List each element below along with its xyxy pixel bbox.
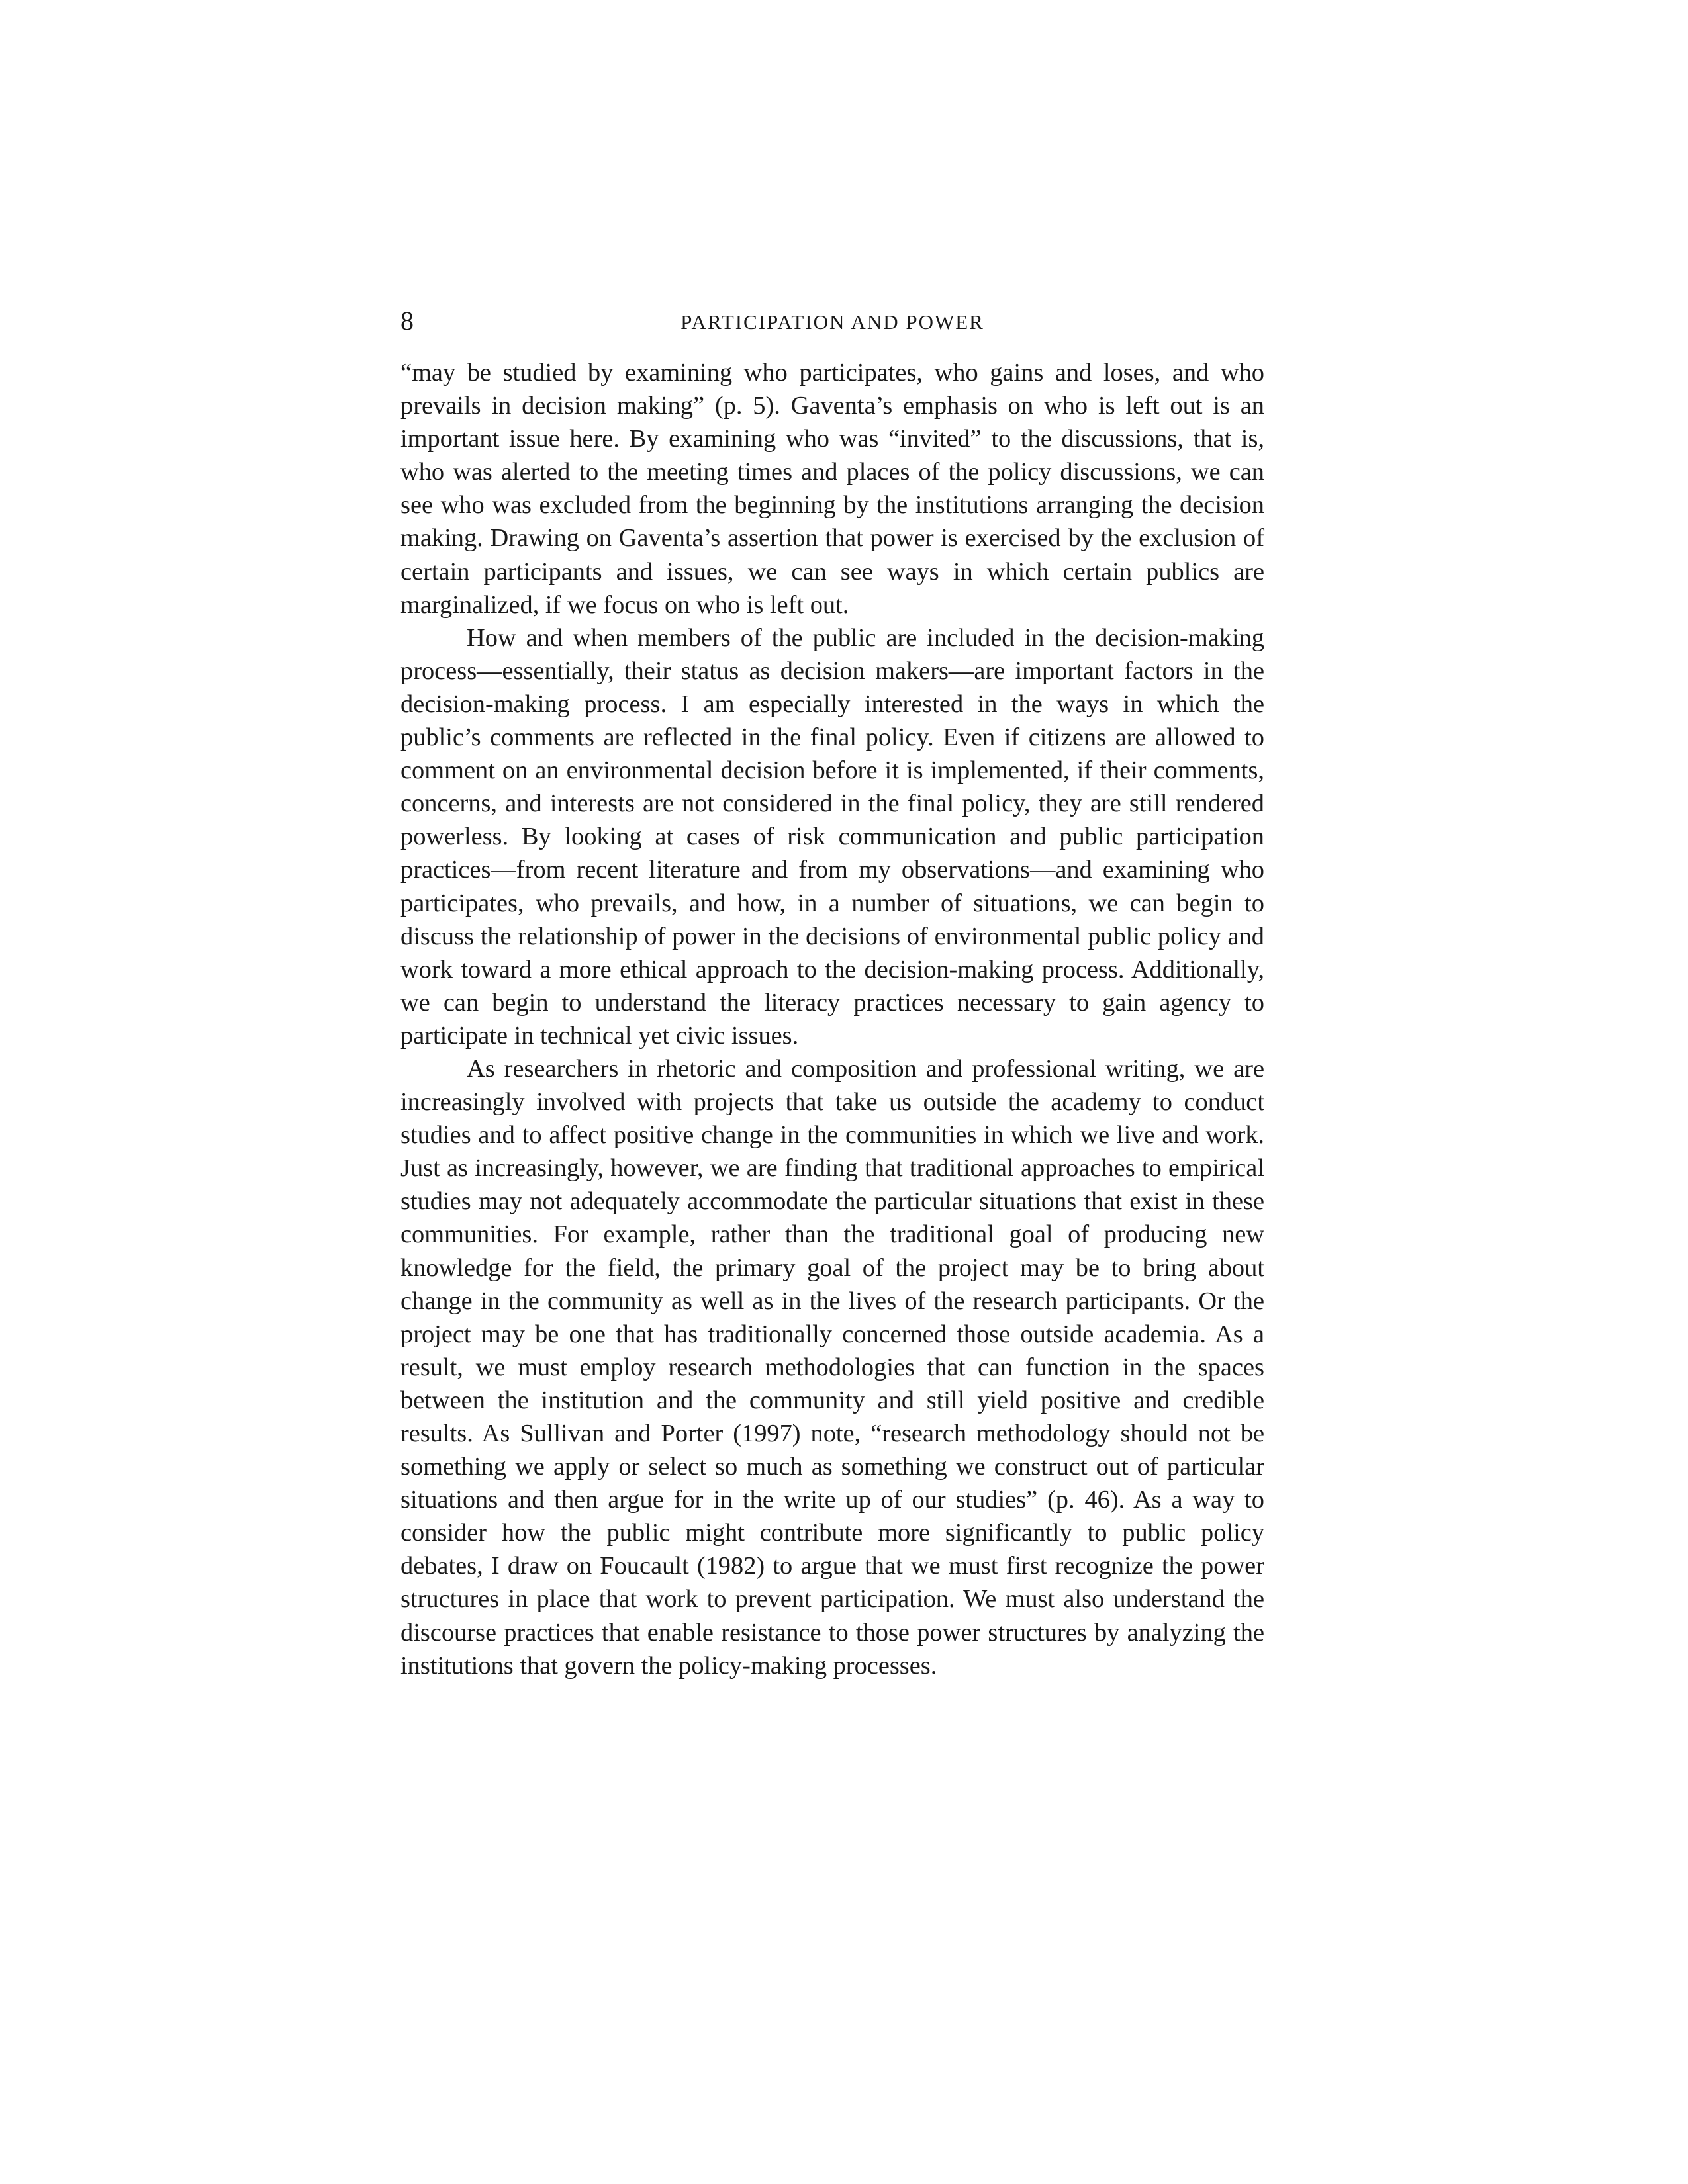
paragraph-1: “may be studied by examining who participates, who gains and loses, and who prevails in decision making” (p. 5). Gaventa’s emphasis on who is left out is an important issue here. By examining who was “invited” to the discussions, that is, who was alerted to the meeting times and places of the policy discussions, we can see who was excluded from the beginning by the institutions arranging the decision making. Drawing on Gaventa’s assertion that power is exercised by the exclusion of certain participants and issues, we can see ways in which certain publics are marginalized, if we focus on who is left out. [400, 359, 1264, 619]
book-page [400, 304, 1264, 1682]
page-number: 8 [400, 306, 414, 336]
paragraph-3: As researchers in rhetoric and composition and professional writing, we are increasingly involved with projects that take us outside the academy to conduct studies and to affect positive change in the communities in which we live and work. Just as increasingly, however, we are finding that traditional approaches to empirical studies may not adequately accommodate the particular situations that exist in these communities. For example, rather than the traditional goal of producing new knowledge for the field, the primary goal of the project may be to bring about change in the community as well as in the lives of the research participants. Or the project may be one that has traditionally concerned those outside academia. As a result, we must employ research methodologies that can function in the spaces between the institution and the community and still yield positive and credible results. As Sullivan and Porter (1997) note, “research methodology should not be something we apply or select so much as something we construct out of particular situations and then argue for in the write up of our studies” (p. 46). As a way to consider how the public might contribute more significantly to public policy debates, I draw on Foucault (1982) to argue that we must first recognize the power structures in place that work to prevent participation. We must also understand the discourse practices that enable resistance to those power structures by analyzing the institutions that govern the policy-making processes. [400, 1054, 1264, 1680]
body-text [400, 356, 1264, 1682]
running-title: PARTICIPATION AND POWER [680, 310, 984, 334]
running-head [400, 304, 1264, 344]
paragraph-2: How and when members of the public are included in the decision-making process—essentially, their status as decision makers—are important factors in the decision-making process. I am especially interested in the ways in which the public’s comments are reflected in the final policy. Even if citizens are allowed to comment on an environmental decision before it is implemented, if their comments, concerns, and interests are not considered in the final policy, they are still rendered powerless. By looking at cases of risk communication and public participation practices—from recent literature and from my observations—and examining who participates, who prevails, and how, in a number of situations, we can begin to discuss the relationship of power in the decisions of environmental public policy and work toward a more ethical approach to the decision-making process. Additionally, we can begin to understand the literacy practices necessary to gain agency to participate in technical yet civic issues. [400, 623, 1264, 1050]
